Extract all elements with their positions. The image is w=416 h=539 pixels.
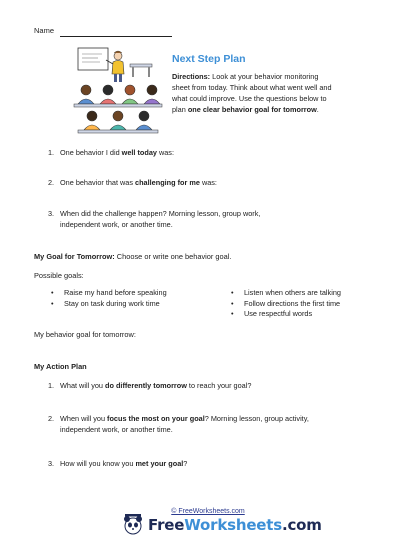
question-text-continued: independent work, or another time. — [60, 219, 173, 229]
name-label: Name — [34, 26, 55, 35]
question-number: 1. — [48, 148, 55, 157]
page-title: Next Step Plan — [172, 53, 246, 65]
question-text-end: was: — [199, 178, 217, 187]
question-2 — [48, 178, 368, 189]
question-emphasis: focus the most on your goal — [107, 414, 205, 423]
freeworksheets-logo — [122, 514, 322, 536]
question-3 — [48, 209, 368, 231]
name-field-line[interactable] — [60, 28, 172, 37]
footer-copyright-link[interactable]: © FreeWorksheets.com — [171, 508, 245, 515]
question-text: What will you — [60, 381, 106, 390]
question-number: 2. — [48, 178, 55, 187]
directions-label: Directions: — [172, 72, 211, 81]
directions-paragraph — [172, 72, 332, 116]
panda-icon — [122, 514, 144, 536]
goal-option: • Listen when others are talking — [228, 288, 398, 299]
possible-goals-left — [48, 288, 168, 309]
goal-option: • Use respectful words — [228, 309, 398, 320]
possible-goals-right — [228, 288, 398, 320]
logo-worksheets: Worksheets — [184, 516, 282, 534]
action-question-2 — [48, 414, 368, 436]
goal-heading-label: My Goal for Tomorrow: — [34, 252, 115, 261]
question-number: 2. — [48, 414, 55, 423]
my-goal-label: My behavior goal for tomorrow: — [34, 330, 136, 339]
action-question-3 — [48, 459, 368, 470]
question-text-end: was: — [156, 148, 174, 157]
goal-option: • Follow directions the first time — [228, 299, 398, 310]
goal-option: • Raise my hand before speaking — [48, 288, 168, 299]
question-emphasis: well today — [121, 148, 157, 157]
goal-section-heading — [34, 252, 231, 263]
logo-com: .com — [281, 516, 322, 534]
directions-period: . — [316, 104, 319, 114]
logo-wordmark — [148, 515, 322, 537]
question-number: 3. — [48, 459, 55, 468]
name-row — [34, 26, 172, 37]
action-question-1 — [48, 381, 368, 392]
possible-goals-label: Possible goals: — [34, 271, 84, 280]
question-text: One behavior I did — [60, 148, 122, 157]
logo-free: Free — [148, 516, 185, 534]
classroom-illustration — [72, 44, 164, 138]
question-text: When will you — [60, 414, 108, 423]
question-number: 1. — [48, 381, 55, 390]
goal-instruction: Choose or write one behavior goal. — [114, 252, 232, 261]
directions-goal-emphasis: one clear behavior goal for tomorrow — [187, 104, 317, 114]
question-emphasis: met your goal — [135, 459, 184, 468]
question-text: How will you know you — [60, 459, 136, 468]
question-emphasis: do differently tomorrow — [105, 381, 187, 390]
question-text-end: ? — [183, 459, 188, 468]
directions-text: Look at your behavior monitoring sheet from today. Think about what went well and what could improve. Use the questions below to plan — [172, 72, 332, 114]
goal-option: • Stay on task during work time — [48, 299, 168, 310]
action-plan-title: My Action Plan — [34, 362, 87, 371]
question-1 — [48, 148, 368, 159]
question-text-continued: independent work, or another time. — [60, 424, 173, 434]
action-plan-heading — [34, 362, 87, 373]
question-text-end: to reach your goal? — [186, 381, 252, 390]
question-number: 3. — [48, 209, 55, 218]
question-text: When did the challenge happen? Morning lesson, group work, — [60, 209, 261, 218]
question-text: One behavior that was — [60, 178, 136, 187]
question-emphasis: challenging for me — [135, 178, 200, 187]
question-text-end: ? Morning lesson, group activity, — [204, 414, 309, 423]
